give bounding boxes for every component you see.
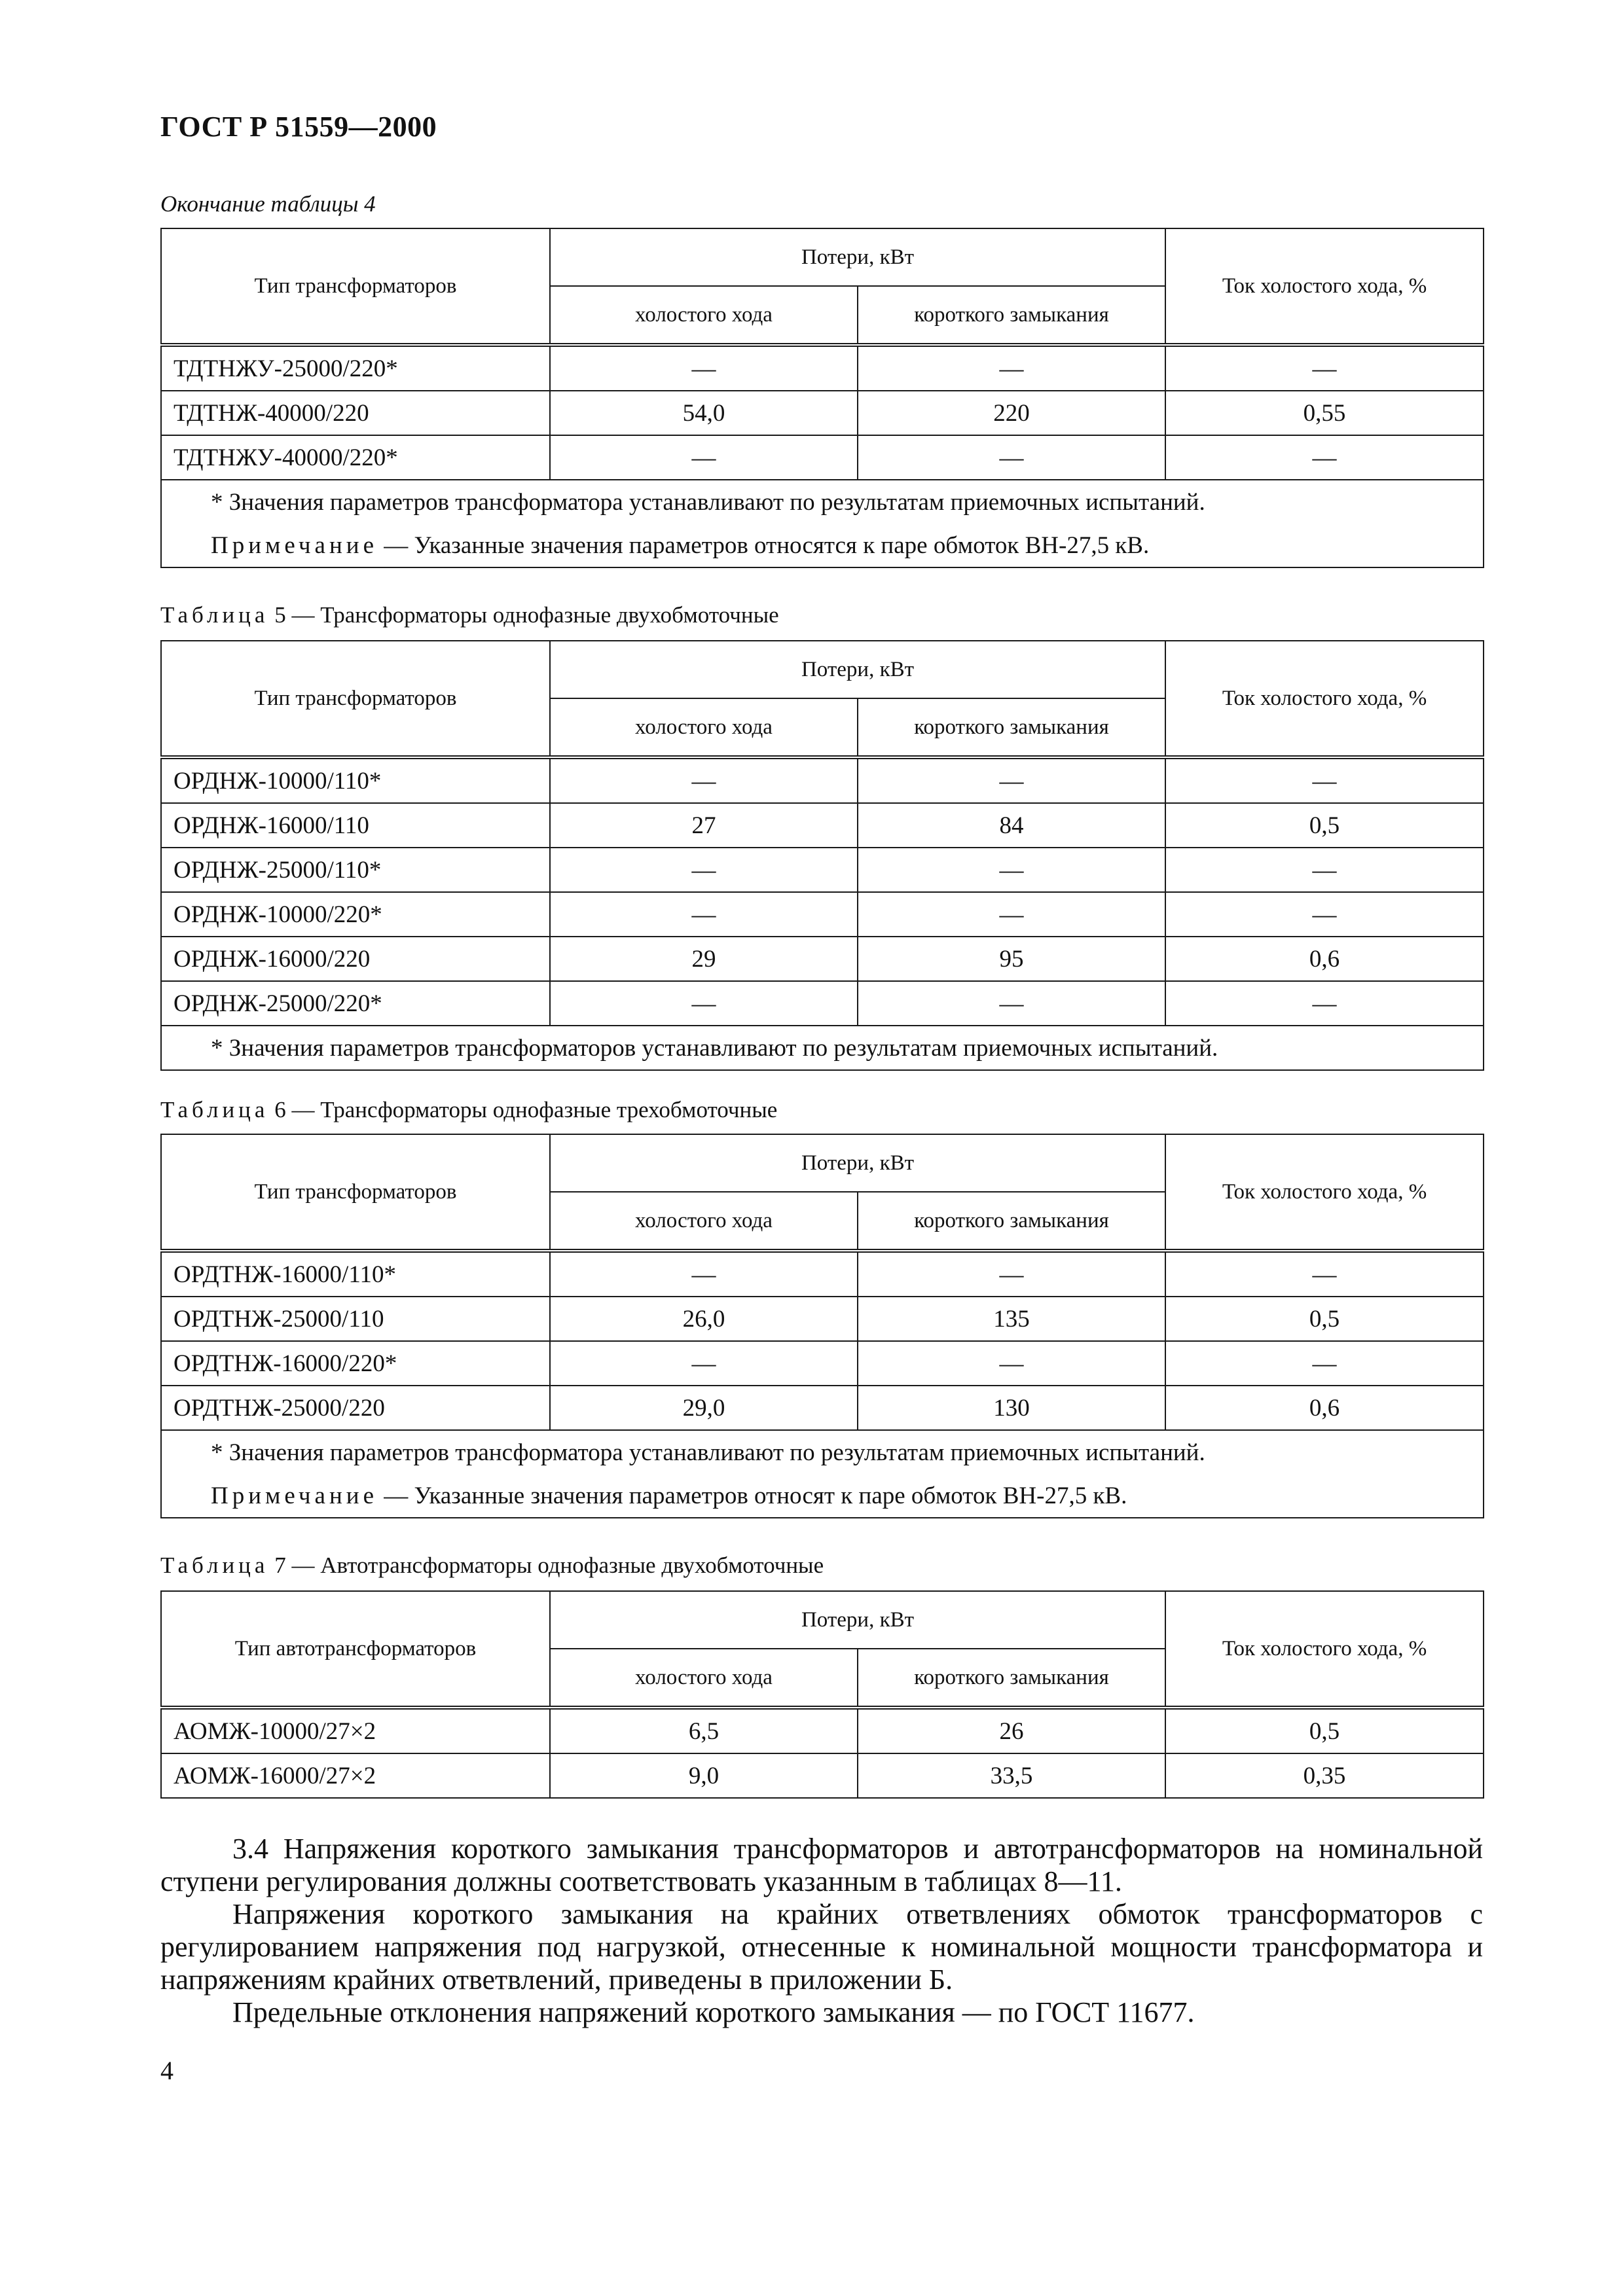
table4-caption: Окончание таблицы 4: [160, 191, 376, 217]
header-losses: Потери, кВт: [550, 1134, 1165, 1192]
table4: [160, 228, 1484, 568]
paragraph-tolerances: Предельные отклонения напряжений короткого замыкания — по ГОСТ 11677.: [232, 1996, 1195, 2028]
table5-caption: Таблица 5 — Трансформаторы однофазные двухобмоточные: [160, 602, 779, 628]
table-row: ОРДТНЖ-16000/110* — — —: [161, 1251, 1484, 1297]
table-row: ОРДНЖ-25000/220* — — —: [161, 981, 1484, 1026]
page-number: 4: [160, 2056, 173, 2085]
header-idle-loss: холостого хода: [550, 698, 858, 757]
table6: [160, 1134, 1484, 1518]
table7: [160, 1590, 1484, 1799]
note-label: Примечание: [211, 531, 378, 559]
header-idle-loss: холостого хода: [550, 1649, 858, 1708]
table5: [160, 640, 1484, 1071]
header-idle-current: Ток холостого хода, %: [1165, 228, 1484, 345]
paragraph-taps: Напряжения короткого замыкания на крайних ответвлениях обмоток трансформаторов с регулированием напряжения под нагрузкой, отнесенные к номинальной мощности трансформатора и напряжениям крайних ответвлений, приведены в приложении Б.: [160, 1898, 1483, 1996]
header-short-loss: короткого замыкания: [858, 1192, 1165, 1251]
header-type: Тип трансформаторов: [161, 228, 550, 345]
header-type: Тип трансформаторов: [161, 641, 550, 757]
header-losses: Потери, кВт: [550, 641, 1165, 698]
table-row: ОРДТНЖ-25000/220 29,0 130 0,6: [161, 1386, 1484, 1430]
table-note: [161, 1474, 1484, 1518]
table-row: ОРДНЖ-16000/220 29 95 0,6: [161, 937, 1484, 981]
table-row: ОРДНЖ-25000/110* — — —: [161, 848, 1484, 892]
table-footnote: * Значения параметров трансформатора устанавливают по результатам приемочных испытаний.: [161, 480, 1484, 524]
note-label: Примечание: [211, 1482, 378, 1509]
header-type: Тип автотрансформаторов: [161, 1591, 550, 1708]
body-text: [160, 1833, 1483, 2029]
header-idle-loss: холостого хода: [550, 1192, 858, 1251]
table-row: АОМЖ-16000/27×2 9,0 33,5 0,35: [161, 1753, 1484, 1798]
table-row: ТДТНЖУ-25000/220* — — —: [161, 345, 1484, 391]
header-losses: Потери, кВт: [550, 228, 1165, 286]
header-idle-current: Ток холостого хода, %: [1165, 641, 1484, 757]
table-row: ОРДТНЖ-16000/220* — — —: [161, 1341, 1484, 1386]
note-text: — Указанные значения параметров относят к паре обмоток ВН-27,5 кВ.: [384, 1482, 1127, 1509]
table7-caption: Таблица 7 — Автотрансформаторы однофазные двухобмоточные: [160, 1552, 824, 1578]
table-row: ОРДНЖ-10000/110* — — —: [161, 757, 1484, 803]
header-idle-current: Ток холостого хода, %: [1165, 1134, 1484, 1251]
header-short-loss: короткого замыкания: [858, 698, 1165, 757]
document-header: ГОСТ Р 51559—2000: [160, 111, 437, 143]
table-row: ТДТНЖ-40000/220 54,0 220 0,55: [161, 391, 1484, 435]
table-row: ТДТНЖУ-40000/220* — — —: [161, 435, 1484, 480]
header-type: Тип трансформаторов: [161, 1134, 550, 1251]
table-row: ОРДНЖ-16000/110 27 84 0,5: [161, 803, 1484, 848]
header-short-loss: короткого замыкания: [858, 1649, 1165, 1708]
header-idle-loss: холостого хода: [550, 286, 858, 345]
table-footnote: * Значения параметров трансформаторов устанавливают по результатам приемочных испытаний.: [161, 1026, 1484, 1070]
table-note: [161, 524, 1484, 567]
header-losses: Потери, кВт: [550, 1591, 1165, 1649]
header-idle-current: Ток холостого хода, %: [1165, 1591, 1484, 1708]
paragraph-3-4: 3.4 Напряжения короткого замыкания трансформаторов и автотрансформаторов на номинальной ступени регулирования должны соответствовать указанным в таблицах 8—11.: [160, 1833, 1483, 1897]
table-row: АОМЖ-10000/27×2 6,5 26 0,5: [161, 1708, 1484, 1753]
table-row: ОРДНЖ-10000/220* — — —: [161, 892, 1484, 937]
table6-caption: Таблица 6 — Трансформаторы однофазные трехобмоточные: [160, 1097, 778, 1122]
table-footnote: * Значения параметров трансформатора устанавливают по результатам приемочных испытаний.: [161, 1430, 1484, 1474]
header-short-loss: короткого замыкания: [858, 286, 1165, 345]
table-row: ОРДТНЖ-25000/110 26,0 135 0,5: [161, 1297, 1484, 1341]
note-text: — Указанные значения параметров относятся к паре обмоток ВН-27,5 кВ.: [384, 531, 1150, 559]
